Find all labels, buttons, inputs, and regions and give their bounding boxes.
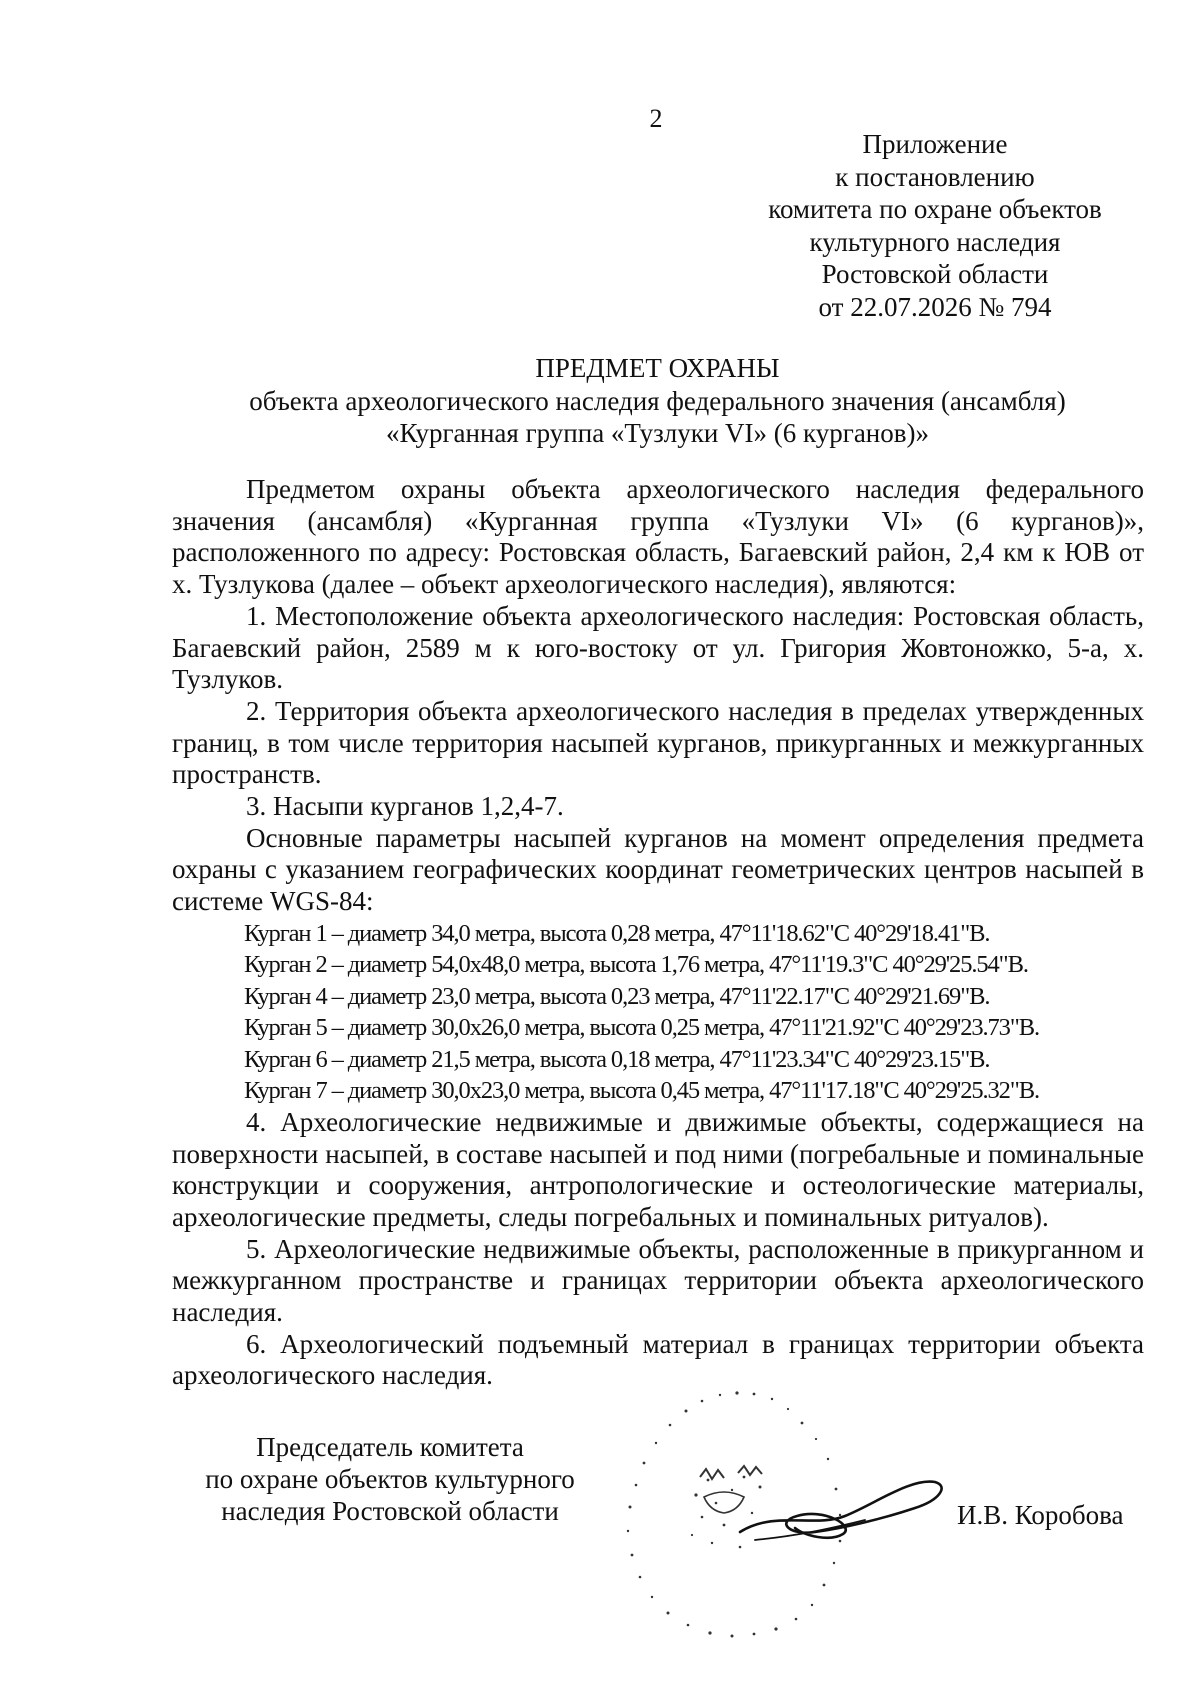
item-mounds: 3. Насыпи курганов 1,2,4-7. bbox=[246, 791, 564, 822]
appendix-line: Ростовской области bbox=[821, 259, 1049, 289]
appendix-line: комитета по охране объектов bbox=[768, 194, 1102, 224]
title-heading: ПРЕДМЕТ ОХРАНЫ bbox=[535, 353, 780, 383]
kurgan-line: Курган 2 – диаметр 54,0х48,0 метра, высота 1,76 метра, 47°11'19.3"С 40°29'25.54"В. bbox=[244, 951, 1028, 979]
handwritten-signature bbox=[735, 1470, 950, 1550]
signatory-position-line: наследия Ростовской области bbox=[221, 1496, 559, 1526]
page-number: 2 bbox=[649, 104, 663, 133]
item-territory: 2. Территория объекта археологического наследия в пределах утвержденных границ, в том числе территория насыпей курганов, прикурганных и межкурганных пространств. bbox=[172, 695, 1144, 790]
appendix-line: культурного наследия bbox=[809, 226, 1061, 257]
item-surface-material: 6. Археологический подъемный материал в границах территории объекта археологического наследия. bbox=[172, 1328, 1144, 1391]
kurgan-line: Курган 5 – диаметр 30,0х26,0 метра, высота 0,25 метра, 47°11'21.92"С 40°29'23.73"В. bbox=[244, 1014, 1039, 1042]
document-body bbox=[172, 474, 1144, 1392]
title-subline: объекта археологического наследия федерального значения (ансамбля) bbox=[249, 385, 1066, 416]
kurgan-line: Курган 1 – диаметр 34,0 метра, высота 0,28 метра, 47°11'18.62"С 40°29'18.41"В. bbox=[244, 919, 990, 947]
item-location: 1. Местоположение объекта археологического наследия: Ростовская область, Багаевский район, 2589 м к юго-востоку от ул. Григория Жовтоножко, 5-а, х. Тузлуков. bbox=[172, 600, 1144, 695]
document-title bbox=[170, 352, 1145, 450]
item-archaeological-objects: 4. Археологические недвижимые и движимые объекты, содержащиеся на поверхности насыпей, в составе насыпей и под ними (погребальные и поминальные конструкции и сооружения, антропологические и остеологические материалы, археологические предметы, следы погребальных и поминальных ритуалов). bbox=[172, 1106, 1144, 1232]
item-immovable-objects: 5. Археологические недвижимые объекты, расположенные в прикурганном и межкурганном пространстве и границах территории объекта археологического наследия. bbox=[172, 1233, 1144, 1328]
kurgan-line: Курган 4 – диаметр 23,0 метра, высота 0,23 метра, 47°11'22.17"С 40°29'21.69"В. bbox=[244, 982, 990, 1010]
signatory-position-line: Председатель комитета bbox=[256, 1432, 524, 1462]
appendix-date-line: от 22.07.2026 № 794 bbox=[818, 291, 1052, 322]
signatory-position-line: по охране объектов культурного bbox=[205, 1464, 575, 1494]
kurgan-line: Курган 7 – диаметр 30,0х23,0 метра, высота 0,45 метра, 47°11'17.18"С 40°29'25.32"В. bbox=[244, 1077, 1039, 1105]
signatory-position bbox=[180, 1431, 600, 1527]
title-subline: «Курганная группа «Тузлуки VI» (6 курганов)» bbox=[385, 418, 929, 448]
kurgan-line: Курган 6 – диаметр 21,5 метра, высота 0,18 метра, 47°11'23.34"С 40°29'23.15"В. bbox=[244, 1045, 990, 1073]
appendix-line: Приложение bbox=[862, 129, 1008, 159]
appendix-line: к постановлению bbox=[835, 161, 1035, 192]
params-paragraph: Основные параметры насыпей курганов на момент определения предмета охраны с указанием географических координат геометрических центров насыпей в системе WGS-84: bbox=[172, 822, 1144, 917]
intro-paragraph: Предметом охраны объекта археологического наследия федерального значения (ансамбля) «Курганная группа «Тузлуки VI» (6 курганов)», расположенного по адресу: Ростовская область, Багаевский район, 2,4 км к ЮВ от х. Тузлукова (далее – объект археологического наследия), являются: bbox=[172, 474, 1144, 600]
signatory-name: И.В. Коробова bbox=[957, 1500, 1124, 1530]
appendix-header bbox=[735, 128, 1135, 323]
